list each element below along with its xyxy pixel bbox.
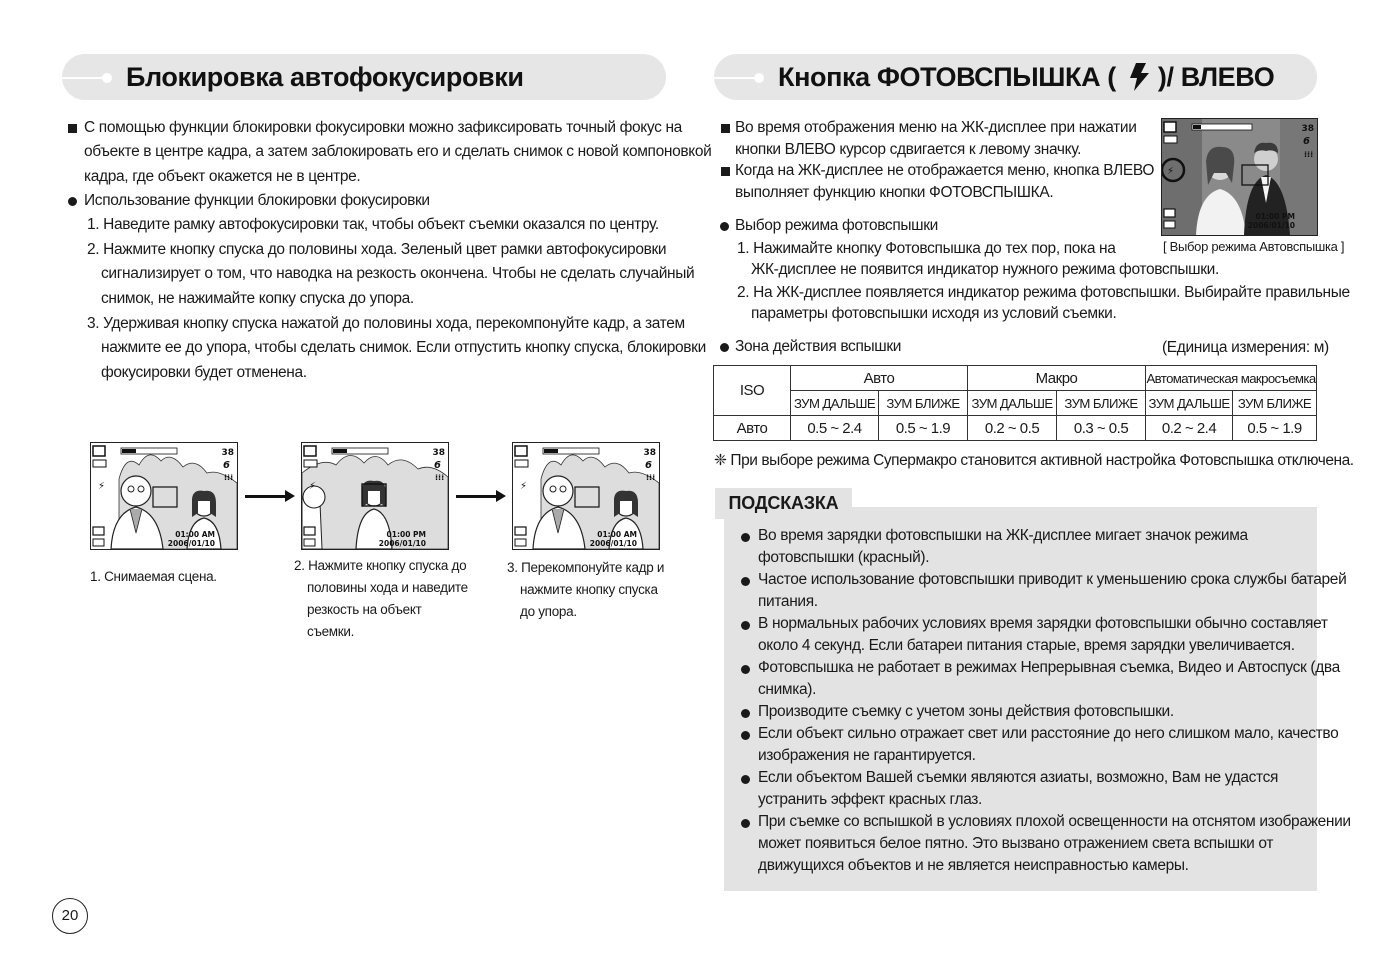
round-bullet-icon — [741, 621, 750, 630]
svg-text:⁞⁞⁞: ⁞⁞⁞ — [435, 473, 445, 482]
hint-line: движущихся объектов и не является неисправностью камеры. — [758, 857, 1189, 874]
svg-text:2006/01/10: 2006/01/10 — [1247, 221, 1295, 230]
hint-line: В нормальных рабочих условиях время зарядки фотовспышки обычно составляет — [758, 615, 1328, 632]
svg-text:⚡: ⚡ — [520, 481, 528, 492]
caption-1-line-1: 1. Снимаемая сцена. — [90, 569, 217, 584]
hint-line: Фотовспышка не работает в режимах Непрерывная съемка, Видео и Автоспуск (два — [758, 659, 1340, 676]
mode-heading: Выбор режима фотовспышки — [735, 217, 938, 234]
round-bullet-icon — [741, 665, 750, 674]
step-line-2: 2. Нажмите кнопку спуска до половины хода. Зеленый цвет рамки автофокусировки — [87, 241, 667, 258]
subhead-cell: ЗУМ ДАЛЬШЕ — [1146, 391, 1233, 416]
svg-text:6: 6 — [434, 460, 441, 471]
header-decoration-dot — [102, 73, 112, 83]
hint-line: Частое использование фотовспышки приводит к уменьшению срока службы батарей — [758, 571, 1347, 588]
usage-heading: Использование функции блокировки фокусировки — [84, 192, 430, 209]
value-cell: 0.3 ~ 0.5 — [1057, 416, 1146, 441]
round-bullet-icon — [741, 577, 750, 586]
caption-3-line-3: до упора. — [520, 604, 577, 619]
square-bullet-icon — [68, 124, 77, 133]
svg-text:6: 6 — [223, 460, 230, 471]
hint-line: питания. — [758, 593, 818, 610]
mode-step-line-2: ЖК-дисплее не появится индикатор нужного режима фотовспышки. — [751, 261, 1219, 278]
photo-caption: [ Выбор режима Автовспышка ] — [1163, 239, 1345, 254]
hint-line: Во время зарядки фотовспышки на ЖК-дисплее мигает значок режима — [758, 527, 1248, 544]
intro-line-2: объекте в центре кадра, а затем заблокировать его и сделать снимок с новой компоновкой — [84, 143, 712, 160]
square-bullet-icon — [721, 167, 730, 176]
step-line-4: снимок, не нажимайте копку спуска до упора. — [101, 290, 414, 307]
step-line-7: фокусировки будет отменена. — [101, 364, 307, 381]
camera-screen-focus — [301, 442, 449, 550]
round-bullet-icon — [720, 222, 729, 231]
arrow-right-icon — [456, 495, 498, 498]
round-bullet-icon — [720, 343, 729, 352]
hint-line: Если объект сильно отражает свет или расстояние до него слишком мало, качество — [758, 725, 1339, 742]
right-bullet-line-4: выполняет функцию кнопки ФОТОВСПЫШКА. — [735, 184, 1054, 201]
svg-text:38: 38 — [432, 448, 445, 458]
right-header — [714, 54, 1317, 100]
shot-count: 38 — [221, 448, 234, 458]
zone-heading: Зона действия вспышки — [735, 338, 902, 355]
svg-text:01:00 PM: 01:00 PM — [386, 530, 426, 539]
svg-text:⁞⁞⁞: ⁞⁞⁞ — [646, 473, 656, 482]
row-label-cell: Авто — [714, 416, 791, 441]
svg-text:⁞⁞⁞: ⁞⁞⁞ — [224, 473, 234, 482]
svg-text:2006/01/10: 2006/01/10 — [589, 539, 637, 548]
svg-text:38: 38 — [1301, 124, 1314, 134]
step-line-6: нажмите ее до упора, чтобы сделать снимок. Если отпустить кнопку спуска, блокировки — [101, 339, 706, 356]
caption-2-line-2: половины хода и наведите — [307, 580, 468, 595]
mode-step-line-3: 2. На ЖК-дисплее появляется индикатор режима фотовспышки. Выбирайте правильные — [737, 284, 1350, 301]
group-macro-header: Макро — [968, 366, 1146, 391]
caption-2-line-1: 2. Нажмите кнопку спуска до — [294, 558, 467, 573]
mode-step-line-4: параметры фотовспышки исходя из условий съемки. — [751, 305, 1117, 322]
hint-line: изображения не гарантируется. — [758, 747, 976, 764]
round-bullet-icon — [68, 197, 77, 206]
svg-text:01:00 AM: 01:00 AM — [597, 530, 637, 539]
hint-line: Если объектом Вашей съемки являются азиаты, возможно, Вам не удастся — [758, 769, 1279, 786]
camera-screen-scene — [90, 442, 238, 550]
left-page-title: Блокировка автофокусировки — [126, 62, 524, 92]
svg-text:⚡: ⚡ — [1167, 166, 1175, 177]
subhead-cell: ЗУМ БЛИЖЕ — [1057, 391, 1146, 416]
unit-label: (Единица измерения: м) — [1162, 339, 1329, 356]
subhead-cell: ЗУМ ДАЛЬШЕ — [968, 391, 1057, 416]
hint-line: При съемке со вспышкой в условиях плохой освещенности на отснятом изображении — [758, 813, 1351, 830]
value-cell: 0.5 ~ 1.9 — [879, 416, 968, 441]
step-line-3: сигнализирует о том, что наводка на резкость окончена. Чтобы не сделать случайный — [101, 265, 695, 282]
step-line-1: 1. Наведите рамку автофокусировки так, чтобы объект съемки оказался по центру. — [87, 216, 659, 233]
right-bullet-line-3: Когда на ЖК-дисплее не отображается меню, кнопка ВЛЕВО — [735, 162, 1155, 179]
auto-flash-photo — [1161, 118, 1318, 236]
value-cell: 0.2 ~ 0.5 — [968, 416, 1057, 441]
square-bullet-icon — [721, 124, 730, 133]
step-line-5: 3. Удерживая кнопку спуска нажатой до половины хода, перекомпонуйте кадр, а затем — [87, 315, 685, 332]
title-part-2: )/ ВЛЕВО — [1157, 62, 1275, 92]
header-decoration-line — [714, 77, 754, 79]
page-number: 20 — [52, 898, 88, 934]
screen-date: 2006/01/10 — [167, 539, 215, 548]
iso-header: ISO — [714, 366, 791, 416]
right-page-title — [778, 54, 1274, 100]
svg-text:6: 6 — [1303, 136, 1310, 147]
supermacro-note: ❈ При выборе режима Супермакро становится активной настройка Фотовспышка отключена. — [714, 452, 1354, 469]
subhead-cell: ЗУМ ДАЛЬШЕ — [791, 391, 879, 416]
svg-text:01:00 PM: 01:00 PM — [1255, 212, 1295, 221]
value-cell: 0.2 ~ 2.4 — [1146, 416, 1233, 441]
right-bullet-line-1: Во время отображения меню на ЖК-дисплее при нажатии — [735, 119, 1137, 136]
left-header — [62, 54, 666, 100]
svg-text:2006/01/10: 2006/01/10 — [378, 539, 426, 548]
flash-range-table — [713, 365, 1317, 441]
title-part-1: Кнопка ФОТОВСПЫШКА ( — [778, 62, 1116, 92]
hint-line: может появиться белое пятно. Это вызвано отражением света вспышки от — [758, 835, 1274, 852]
caption-3-line-1: 3. Перекомпонуйте кадр и — [507, 560, 665, 575]
svg-text:6: 6 — [645, 460, 652, 471]
round-bullet-icon — [741, 775, 750, 784]
value-cell: 0.5 ~ 1.9 — [1233, 416, 1317, 441]
svg-text:⚡: ⚡ — [309, 481, 317, 492]
round-bullet-icon — [741, 819, 750, 828]
subhead-cell: ЗУМ БЛИЖЕ — [879, 391, 968, 416]
flash-bolt-icon — [1126, 62, 1152, 92]
right-bullet-line-2: кнопки ВЛЕВО курсор сдвигается к левому значку. — [735, 141, 1082, 158]
hint-line: около 4 секунд. Если батареи питания старые, время зарядки увеличивается. — [758, 637, 1295, 654]
caption-2-line-3: резкость на объект — [307, 602, 422, 617]
arrow-right-icon — [245, 495, 287, 498]
round-bullet-icon — [741, 533, 750, 542]
group-auto-header: Авто — [791, 366, 968, 391]
caption-3-line-2: нажмите кнопку спуска — [520, 582, 658, 597]
hint-line: фотовспышки (красный). — [758, 549, 930, 566]
intro-line-1: С помощью функции блокировки фокусировки можно зафиксировать точный фокус на — [84, 119, 682, 136]
header-decoration-line — [62, 77, 102, 79]
svg-text:⚡: ⚡ — [98, 481, 106, 492]
hint-title: ПОДСКАЗКА — [715, 488, 852, 519]
intro-line-3: кадра, где объект окажется не в центре. — [84, 168, 361, 185]
mode-step-line-1: 1. Нажимайте кнопку Фотовспышка до тех пор, пока на — [737, 240, 1116, 257]
group-auto-macro-header: Автоматическая макросъемка — [1146, 366, 1317, 391]
subhead-cell: ЗУМ БЛИЖЕ — [1233, 391, 1317, 416]
svg-text:⁞⁞⁞: ⁞⁞⁞ — [1304, 150, 1314, 159]
hint-line: устранить эффект красных глаз. — [758, 791, 983, 808]
svg-text:38: 38 — [643, 448, 656, 458]
caption-2-line-4: съемки. — [307, 624, 355, 639]
screen-time: 01:00 AM — [175, 530, 215, 539]
hint-title-tag — [715, 488, 852, 519]
round-bullet-icon — [741, 731, 750, 740]
header-decoration-dot — [754, 73, 764, 83]
camera-screen-recompose — [512, 442, 660, 550]
round-bullet-icon — [741, 709, 750, 718]
hint-line: снимка). — [758, 681, 817, 698]
hint-line: Производите съемку с учетом зоны действия фотовспышки. — [758, 703, 1174, 720]
value-cell: 0.5 ~ 2.4 — [791, 416, 879, 441]
